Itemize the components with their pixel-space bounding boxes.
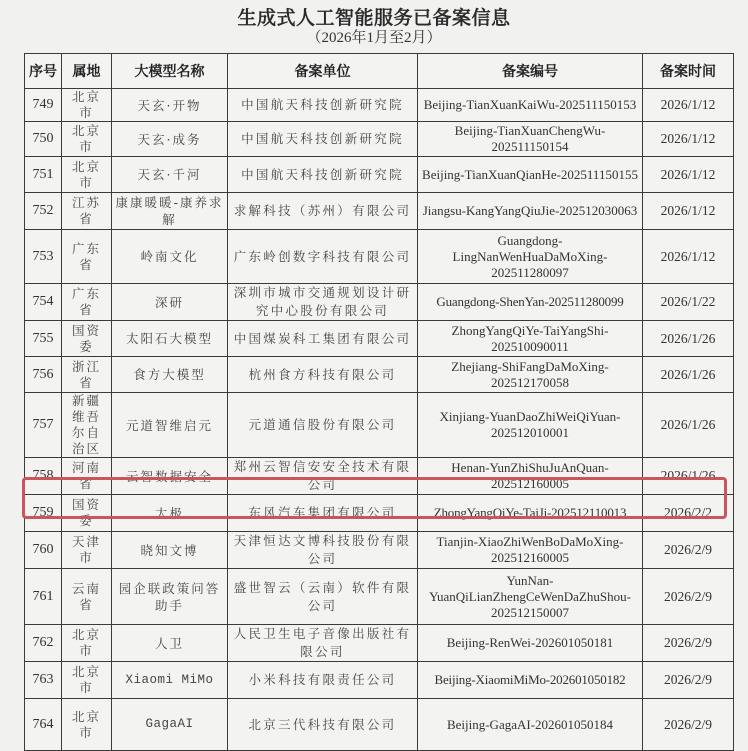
cell-date: 2026/2/9: [643, 569, 734, 625]
cell-model: 太极: [112, 495, 228, 532]
table-row: [25, 357, 734, 393]
cell-region: 国资委: [62, 495, 112, 532]
cell-unit: 小米科技有限责任公司: [228, 662, 418, 699]
cell-region: 天津市: [62, 532, 112, 569]
table-row: [25, 89, 734, 122]
cell-model: GagaAI: [112, 699, 228, 751]
cell-code: Henan-YunZhiShuJuAnQuan-202512160005: [418, 458, 643, 495]
cell-model: 康康暖暖-康养求解: [112, 193, 228, 230]
cell-region: 河南省: [62, 458, 112, 495]
registration-table: [24, 53, 734, 751]
table-row: [25, 157, 734, 193]
cell-model: 天玄·开物: [112, 89, 228, 122]
cell-model: 人卫: [112, 625, 228, 662]
cell-seq: 762: [25, 625, 62, 662]
cell-unit: 广东岭创数字科技有限公司: [228, 230, 418, 284]
cell-date: 2026/2/9: [643, 662, 734, 699]
cell-code: Tianjin-XiaoZhiWenBoDaMoXing-202512160005: [418, 532, 643, 569]
cell-unit: 东风汽车集团有限公司: [228, 495, 418, 532]
cell-model: 天玄·千河: [112, 157, 228, 193]
cell-date: 2026/2/9: [643, 532, 734, 569]
cell-date: 2026/2/9: [643, 625, 734, 662]
cell-unit: 天津恒达文博科技股份有限公司: [228, 532, 418, 569]
cell-code: Beijing-TianXuanKaiWu-202511150153: [418, 89, 643, 122]
cell-region: 广东省: [62, 230, 112, 284]
cell-code: Beijing-XiaomiMiMo-202601050182: [418, 662, 643, 699]
cell-seq: 749: [25, 89, 62, 122]
cell-seq: 751: [25, 157, 62, 193]
cell-seq: 760: [25, 532, 62, 569]
cell-date: 2026/2/9: [643, 699, 734, 751]
cell-code: Zhejiang-ShiFangDaMoXing-202512170058: [418, 357, 643, 393]
table-row: [25, 193, 734, 230]
cell-seq: 756: [25, 357, 62, 393]
table-row: [25, 699, 734, 751]
cell-region: 云南省: [62, 569, 112, 625]
cell-unit: 中国航天科技创新研究院: [228, 122, 418, 157]
cell-unit: 元道通信股份有限公司: [228, 393, 418, 458]
table-row: [25, 458, 734, 495]
cell-seq: 761: [25, 569, 62, 625]
cell-seq: 755: [25, 321, 62, 357]
table-row: [25, 532, 734, 569]
header-seq: 序号: [25, 54, 62, 89]
cell-date: 2026/1/12: [643, 230, 734, 284]
table-row: [25, 321, 734, 357]
cell-code: Beijing-GagaAI-202601050184: [418, 699, 643, 751]
header-unit: 备案单位: [228, 54, 418, 89]
cell-unit: 中国航天科技创新研究院: [228, 157, 418, 193]
cell-model: 食方大模型: [112, 357, 228, 393]
cell-model: 园企联政策问答助手: [112, 569, 228, 625]
cell-region: 新疆维吾尔自治区: [62, 393, 112, 458]
table-header-row: [25, 54, 734, 89]
cell-region: 北京市: [62, 89, 112, 122]
cell-code: ZhongYangQiYe-TaiYangShi-202510090011: [418, 321, 643, 357]
cell-unit: 中国煤炭科工集团有限公司: [228, 321, 418, 357]
cell-seq: 763: [25, 662, 62, 699]
cell-seq: 758: [25, 458, 62, 495]
cell-code: Guangdong-ShenYan-202511280099: [418, 284, 643, 321]
cell-seq: 759: [25, 495, 62, 532]
cell-region: 北京市: [62, 662, 112, 699]
cell-region: 广东省: [62, 284, 112, 321]
table-row: [25, 284, 734, 321]
header-model: 大模型名称: [112, 54, 228, 89]
cell-model: 天玄·成务: [112, 122, 228, 157]
cell-code: Beijing-TianXuanChengWu-202511150154: [418, 122, 643, 157]
cell-unit: 深圳市城市交通规划设计研究中心股份有限公司: [228, 284, 418, 321]
cell-model: 太阳石大模型: [112, 321, 228, 357]
cell-region: 国资委: [62, 321, 112, 357]
table-row: [25, 569, 734, 625]
page-title: 生成式人工智能服务已备案信息: [237, 7, 511, 29]
table-row: [25, 122, 734, 157]
cell-unit: 中国航天科技创新研究院: [228, 89, 418, 122]
header-region: 属地: [62, 54, 112, 89]
cell-date: 2026/1/12: [643, 157, 734, 193]
cell-unit: 人民卫生电子音像出版社有限公司: [228, 625, 418, 662]
cell-region: 北京市: [62, 699, 112, 751]
cell-date: 2026/2/2: [643, 495, 734, 532]
cell-date: 2026/1/12: [643, 193, 734, 230]
cell-date: 2026/1/26: [643, 393, 734, 458]
cell-date: 2026/1/22: [643, 284, 734, 321]
cell-model: 元道智维启元: [112, 393, 228, 458]
table-row: [25, 662, 734, 699]
cell-date: 2026/1/12: [643, 89, 734, 122]
cell-seq: 752: [25, 193, 62, 230]
cell-date: 2026/1/26: [643, 458, 734, 495]
cell-region: 北京市: [62, 157, 112, 193]
header-date: 备案时间: [643, 54, 734, 89]
cell-unit: 杭州食方科技有限公司: [228, 357, 418, 393]
cell-region: 北京市: [62, 122, 112, 157]
cell-code: Guangdong-LingNanWenHuaDaMoXing-202511280097: [418, 230, 643, 284]
table-row: [25, 625, 734, 662]
cell-code: YunNan-YuanQiLianZhengCeWenDaZhuShou-202512150007: [418, 569, 643, 625]
cell-model: 云智数据安全: [112, 458, 228, 495]
cell-unit: 北京三代科技有限公司: [228, 699, 418, 751]
cell-seq: 753: [25, 230, 62, 284]
cell-region: 浙江省: [62, 357, 112, 393]
cell-seq: 750: [25, 122, 62, 157]
cell-model: 岭南文化: [112, 230, 228, 284]
cell-code: Jiangsu-KangYangQiuJie-202512030063: [418, 193, 643, 230]
table-row-highlighted: [25, 495, 734, 532]
cell-code: Beijing-RenWei-202601050181: [418, 625, 643, 662]
header-code: 备案编号: [418, 54, 643, 89]
cell-seq: 754: [25, 284, 62, 321]
cell-code: Beijing-TianXuanQianHe-202511150155: [418, 157, 643, 193]
cell-seq: 764: [25, 699, 62, 751]
cell-code: ZhongYangQiYe-TaiJi-202512110013: [418, 495, 643, 532]
cell-model: Xiaomi MiMo: [112, 662, 228, 699]
cell-unit: 求解科技（苏州）有限公司: [228, 193, 418, 230]
table-row: [25, 393, 734, 458]
cell-region: 江苏省: [62, 193, 112, 230]
cell-date: 2026/1/26: [643, 321, 734, 357]
cell-code: Xinjiang-YuanDaoZhiWeiQiYuan-202512010001: [418, 393, 643, 458]
cell-date: 2026/1/12: [643, 122, 734, 157]
cell-model: 深研: [112, 284, 228, 321]
cell-seq: 757: [25, 393, 62, 458]
cell-unit: 郑州云智信安安全技术有限公司: [228, 458, 418, 495]
cell-model: 晓知文博: [112, 532, 228, 569]
page-subtitle: （2026年1月至2月）: [306, 30, 442, 46]
cell-date: 2026/1/26: [643, 357, 734, 393]
cell-region: 北京市: [62, 625, 112, 662]
cell-unit: 盛世智云（云南）软件有限公司: [228, 569, 418, 625]
table-row: [25, 230, 734, 284]
